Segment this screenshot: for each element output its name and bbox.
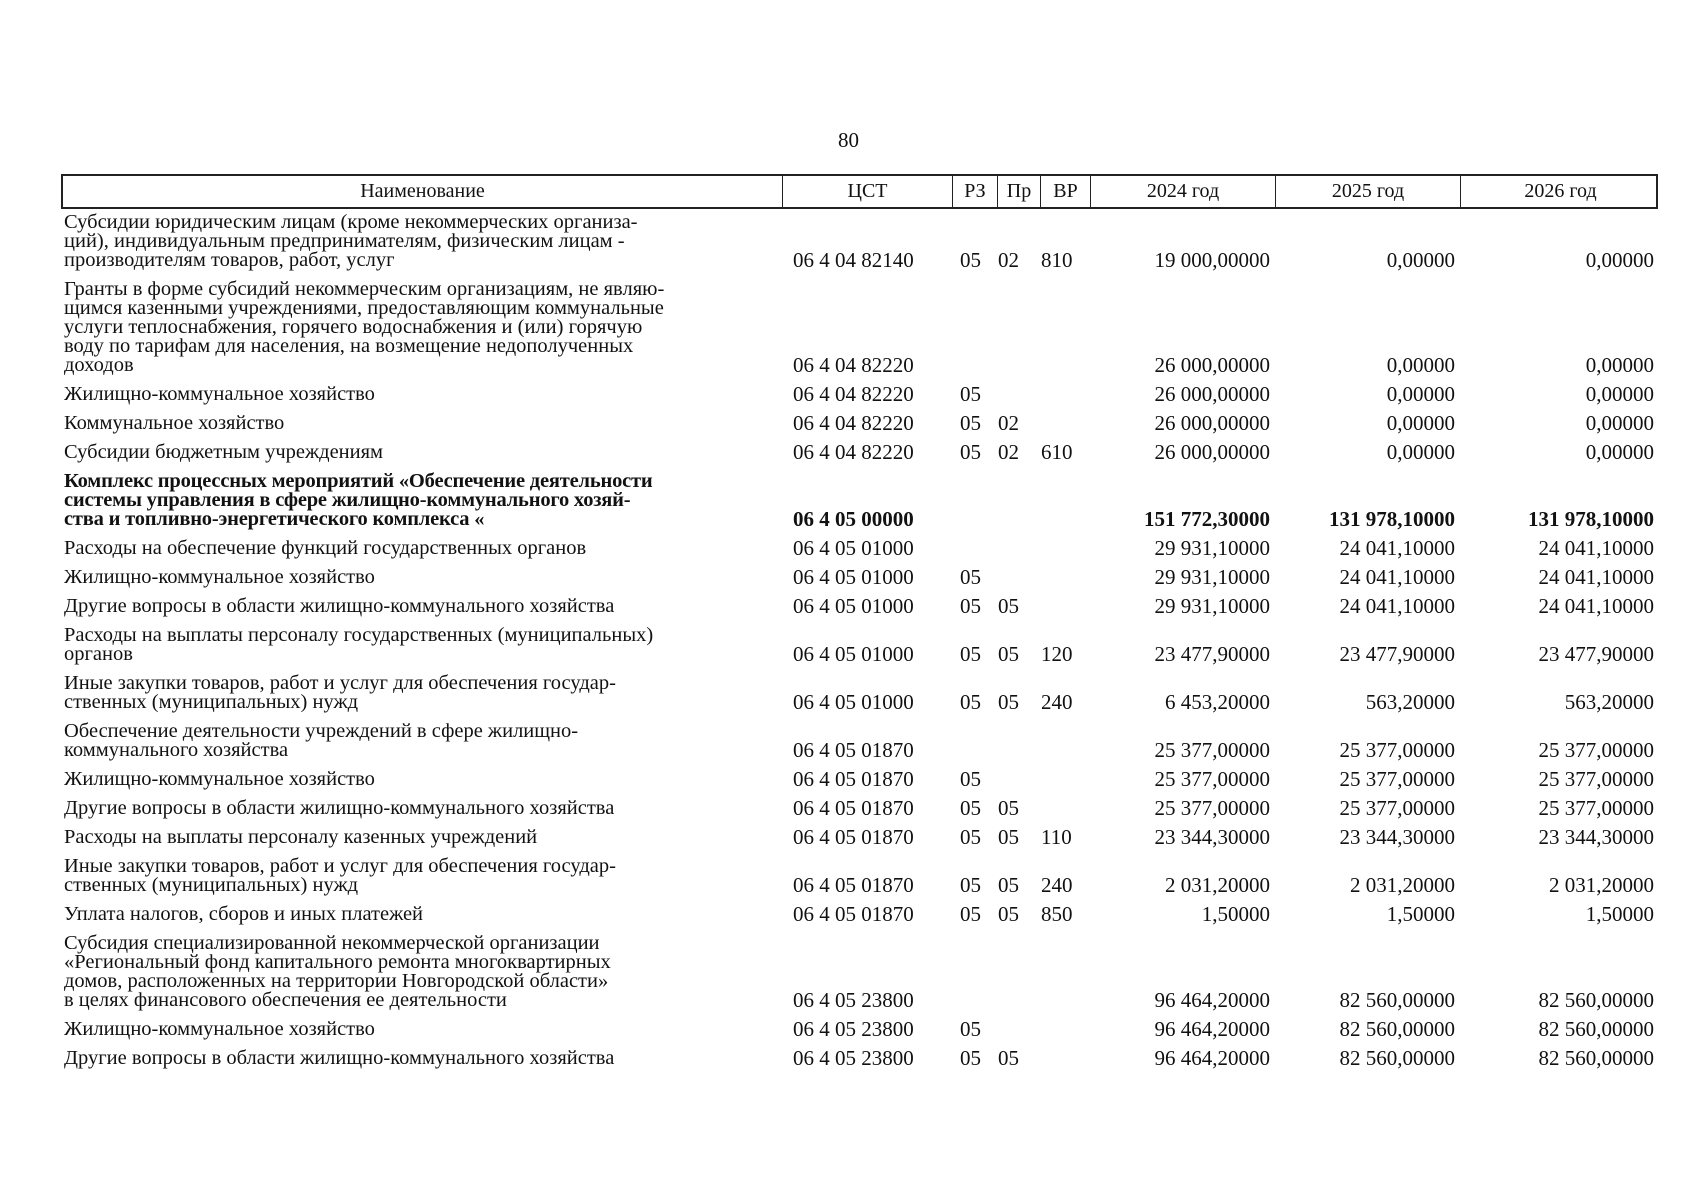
row-name-line: Жилищно-коммунальное хозяйство	[64, 768, 375, 790]
row-pr: 05	[998, 902, 1019, 926]
table-row	[61, 767, 1658, 791]
row-name-line: домов, расположенных на территории Новгородской области»	[64, 970, 609, 992]
header-name: Наименование	[63, 176, 783, 207]
row-name	[61, 1049, 781, 1068]
row-pr: 05	[998, 594, 1019, 618]
row-rz: 05	[960, 825, 981, 849]
row-2024: 151 772,30000	[1144, 507, 1270, 531]
table-row	[61, 594, 1658, 618]
row-pr: 05	[998, 690, 1019, 714]
row-name-line: Гранты в форме субсидий некоммерческим организациям, не являю-	[64, 278, 665, 300]
row-name-line: Другие вопросы в области жилищно-коммунального хозяйства	[64, 1047, 615, 1069]
row-name-line: ства и топливно-энергетического комплекса «	[64, 508, 485, 530]
row-cst: 06 4 05 01870	[793, 825, 914, 849]
row-name-line: Жилищно-коммунальное хозяйство	[64, 383, 375, 405]
row-name-line: Жилищно-коммунальное хозяйство	[64, 1018, 375, 1040]
row-2025: 24 041,10000	[1339, 536, 1455, 560]
row-2024: 23 477,90000	[1154, 642, 1270, 666]
row-2025: 1,50000	[1386, 902, 1455, 926]
table-row	[61, 857, 1658, 895]
row-2024: 26 000,00000	[1154, 353, 1270, 377]
row-2025: 82 560,00000	[1339, 988, 1455, 1012]
row-2025: 23 477,90000	[1339, 642, 1455, 666]
table-row	[61, 1046, 1658, 1070]
row-2025: 23 344,30000	[1339, 825, 1455, 849]
row-rz: 05	[960, 767, 981, 791]
header-2025: 2025 год	[1276, 176, 1461, 207]
row-cst: 06 4 05 01000	[793, 594, 914, 618]
header-vr: ВР	[1041, 176, 1091, 207]
row-rz: 05	[960, 594, 981, 618]
row-vr: 110	[1041, 825, 1072, 849]
row-2026: 0,00000	[1585, 382, 1654, 406]
row-name	[61, 597, 781, 616]
row-2026: 25 377,00000	[1538, 796, 1654, 820]
row-2025: 25 377,00000	[1339, 796, 1455, 820]
row-name	[61, 213, 781, 270]
row-vr: 810	[1041, 248, 1073, 272]
row-name-line: Жилищно-коммунальное хозяйство	[64, 566, 375, 588]
row-2025: 0,00000	[1386, 411, 1455, 435]
table-row	[61, 440, 1658, 464]
row-2026: 82 560,00000	[1538, 988, 1654, 1012]
row-pr: 05	[998, 1046, 1019, 1070]
row-name	[61, 280, 781, 375]
row-2026: 0,00000	[1585, 411, 1654, 435]
row-2026: 2 031,20000	[1549, 873, 1654, 897]
row-vr: 610	[1041, 440, 1073, 464]
row-name-line: Расходы на обеспечение функций государственных органов	[64, 537, 587, 559]
row-name	[61, 568, 781, 587]
row-cst: 06 4 05 01000	[793, 642, 914, 666]
row-2025: 25 377,00000	[1339, 738, 1455, 762]
row-cst: 06 4 04 82220	[793, 440, 914, 464]
row-name-line: Расходы на выплаты персоналу казенных учреждений	[64, 826, 538, 848]
row-2026: 1,50000	[1585, 902, 1654, 926]
row-2026: 23 477,90000	[1538, 642, 1654, 666]
row-name-line: услуги теплоснабжения, горячего водоснабжения и (или) горячую	[64, 316, 643, 338]
row-name	[61, 905, 781, 924]
table-row	[61, 213, 1658, 270]
table-body	[61, 213, 1658, 1068]
row-rz: 05	[960, 873, 981, 897]
row-cst: 06 4 05 23800	[793, 1046, 914, 1070]
header-pr: Пр	[998, 176, 1041, 207]
row-name-line: Субсидии юридическим лицам (кроме некоммерческих организа-	[64, 211, 638, 233]
row-name-line: органов	[64, 643, 133, 665]
row-2026: 24 041,10000	[1538, 594, 1654, 618]
row-2025: 2 031,20000	[1350, 873, 1455, 897]
row-name-line: Комплекс процессных мероприятий «Обеспечение деятельности	[64, 470, 653, 492]
row-2025: 0,00000	[1386, 440, 1455, 464]
row-vr: 240	[1041, 873, 1073, 897]
row-2024: 23 344,30000	[1154, 825, 1270, 849]
row-rz: 05	[960, 642, 981, 666]
table-header	[61, 174, 1658, 209]
table-row	[61, 382, 1658, 406]
table-row	[61, 825, 1658, 849]
row-2024: 29 931,10000	[1154, 594, 1270, 618]
row-pr: 05	[998, 642, 1019, 666]
row-name-line: «Региональный фонд капитального ремонта многоквартирных	[64, 951, 611, 973]
row-rz: 05	[960, 690, 981, 714]
row-2026: 24 041,10000	[1538, 565, 1654, 589]
row-cst: 06 4 05 01870	[793, 796, 914, 820]
row-pr: 05	[998, 825, 1019, 849]
row-2024: 96 464,20000	[1154, 1017, 1270, 1041]
row-2026: 24 041,10000	[1538, 536, 1654, 560]
row-2024: 19 000,00000	[1154, 248, 1270, 272]
row-cst: 06 4 05 23800	[793, 1017, 914, 1041]
row-2024: 1,50000	[1201, 902, 1270, 926]
row-2025: 25 377,00000	[1339, 767, 1455, 791]
row-2024: 26 000,00000	[1154, 382, 1270, 406]
row-name	[61, 934, 781, 1010]
row-cst: 06 4 05 01000	[793, 690, 914, 714]
row-2026: 82 560,00000	[1538, 1046, 1654, 1070]
row-name	[61, 385, 781, 404]
row-name-line: Субсидия специализированной некоммерческой организации	[64, 932, 600, 954]
row-cst: 06 4 04 82220	[793, 382, 914, 406]
row-2024: 26 000,00000	[1154, 440, 1270, 464]
row-vr: 120	[1041, 642, 1073, 666]
row-rz: 05	[960, 902, 981, 926]
row-cst: 06 4 05 01870	[793, 738, 914, 762]
row-name-line: Иные закупки товаров, работ и услуг для обеспечения государ-	[64, 672, 616, 694]
row-2026: 25 377,00000	[1538, 738, 1654, 762]
row-pr: 05	[998, 873, 1019, 897]
header-rz: РЗ	[953, 176, 998, 207]
row-rz: 05	[960, 382, 981, 406]
row-name-line: Обеспечение деятельности учреждений в сфере жилищно-	[64, 720, 579, 742]
row-2026: 25 377,00000	[1538, 767, 1654, 791]
row-name-line: воду по тарифам для населения, на возмещение недополученных	[64, 335, 634, 357]
table-row	[61, 902, 1658, 926]
row-name	[61, 539, 781, 558]
row-cst: 06 4 04 82140	[793, 248, 914, 272]
row-rz: 05	[960, 1046, 981, 1070]
row-2026: 23 344,30000	[1538, 825, 1654, 849]
row-name-line: коммунального хозяйства	[64, 739, 289, 761]
row-name	[61, 799, 781, 818]
row-rz: 05	[960, 565, 981, 589]
row-rz: 05	[960, 248, 981, 272]
row-2025: 131 978,10000	[1329, 507, 1455, 531]
header-2024: 2024 год	[1091, 176, 1276, 207]
row-name-line: системы управления в сфере жилищно-коммунального хозяй-	[64, 489, 631, 511]
row-rz: 05	[960, 1017, 981, 1041]
row-2026: 82 560,00000	[1538, 1017, 1654, 1041]
row-pr: 02	[998, 248, 1019, 272]
row-rz: 05	[960, 411, 981, 435]
row-name	[61, 414, 781, 433]
row-2025: 82 560,00000	[1339, 1046, 1455, 1070]
row-2024: 96 464,20000	[1154, 988, 1270, 1012]
header-2026: 2026 год	[1524, 180, 1597, 202]
row-pr: 02	[998, 440, 1019, 464]
row-name	[61, 770, 781, 789]
row-cst: 06 4 05 01870	[793, 902, 914, 926]
row-2026: 563,20000	[1564, 690, 1654, 714]
row-2024: 25 377,00000	[1154, 738, 1270, 762]
row-name-line: щимся казенными учреждениями, предоставляющим коммунальные	[64, 297, 664, 319]
row-cst: 06 4 05 23800	[793, 988, 914, 1012]
row-2026: 0,00000	[1585, 353, 1654, 377]
row-cst: 06 4 05 01000	[793, 536, 914, 560]
row-2026: 0,00000	[1585, 440, 1654, 464]
row-name	[61, 1020, 781, 1039]
table-row	[61, 626, 1658, 664]
row-name	[61, 828, 781, 847]
row-2025: 0,00000	[1386, 353, 1455, 377]
row-cst: 06 4 04 82220	[793, 353, 914, 377]
row-2024: 6 453,20000	[1165, 690, 1270, 714]
row-name-line: Другие вопросы в области жилищно-коммунального хозяйства	[64, 797, 615, 819]
row-cst: 06 4 05 01000	[793, 565, 914, 589]
row-rz: 05	[960, 440, 981, 464]
table-row	[61, 674, 1658, 712]
row-name-line: ственных (муниципальных) нужд	[64, 691, 359, 713]
row-name	[61, 722, 781, 760]
header-cst: ЦСТ	[783, 176, 953, 207]
row-name-line: Расходы на выплаты персоналу государственных (муниципальных)	[64, 624, 654, 646]
row-vr: 850	[1041, 902, 1073, 926]
table-row	[61, 472, 1658, 529]
row-2026: 0,00000	[1585, 248, 1654, 272]
row-cst: 06 4 05 01870	[793, 767, 914, 791]
table-row	[61, 1017, 1658, 1041]
table-row	[61, 796, 1658, 820]
row-2024: 96 464,20000	[1154, 1046, 1270, 1070]
row-2025: 0,00000	[1386, 248, 1455, 272]
table-row	[61, 565, 1658, 589]
row-2025: 0,00000	[1386, 382, 1455, 406]
row-2024: 25 377,00000	[1154, 796, 1270, 820]
page-number: 80	[838, 128, 859, 152]
row-rz: 05	[960, 796, 981, 820]
row-2024: 29 931,10000	[1154, 536, 1270, 560]
row-name-line: Уплата налогов, сборов и иных платежей	[64, 903, 424, 925]
row-2025: 24 041,10000	[1339, 565, 1455, 589]
row-cst: 06 4 05 01870	[793, 873, 914, 897]
row-name-line: Иные закупки товаров, работ и услуг для обеспечения государ-	[64, 855, 616, 877]
budget-table	[61, 174, 1658, 1068]
table-row	[61, 411, 1658, 435]
row-cst: 06 4 05 00000	[793, 507, 914, 531]
row-vr: 240	[1041, 690, 1073, 714]
row-name-line: доходов	[64, 354, 134, 376]
row-name-line: Другие вопросы в области жилищно-коммунального хозяйства	[64, 595, 615, 617]
row-2024: 25 377,00000	[1154, 767, 1270, 791]
row-name	[61, 626, 781, 664]
row-2025: 82 560,00000	[1339, 1017, 1455, 1041]
row-2025: 24 041,10000	[1339, 594, 1455, 618]
table-row	[61, 722, 1658, 760]
row-2025: 563,20000	[1365, 690, 1455, 714]
row-name-line: Субсидии бюджетным учреждениям	[64, 441, 384, 463]
row-cst: 06 4 04 82220	[793, 411, 914, 435]
row-name	[61, 472, 781, 529]
row-name-line: в целях финансового обеспечения ее деятельности	[64, 989, 507, 1011]
row-name	[61, 443, 781, 462]
row-name-line: ций), индивидуальным предпринимателям, физическим лицам -	[64, 230, 625, 252]
row-pr: 02	[998, 411, 1019, 435]
table-row	[61, 280, 1658, 375]
row-2024: 2 031,20000	[1165, 873, 1270, 897]
row-name	[61, 857, 781, 895]
row-name-line: ственных (муниципальных) нужд	[64, 874, 359, 896]
row-2026: 131 978,10000	[1528, 507, 1654, 531]
row-2024: 26 000,00000	[1154, 411, 1270, 435]
row-name-line: производителям товаров, работ, услуг	[64, 249, 395, 271]
row-name	[61, 674, 781, 712]
row-name-line: Коммунальное хозяйство	[64, 412, 285, 434]
row-2024: 29 931,10000	[1154, 565, 1270, 589]
row-pr: 05	[998, 796, 1019, 820]
table-row	[61, 934, 1658, 1010]
table-row	[61, 536, 1658, 560]
